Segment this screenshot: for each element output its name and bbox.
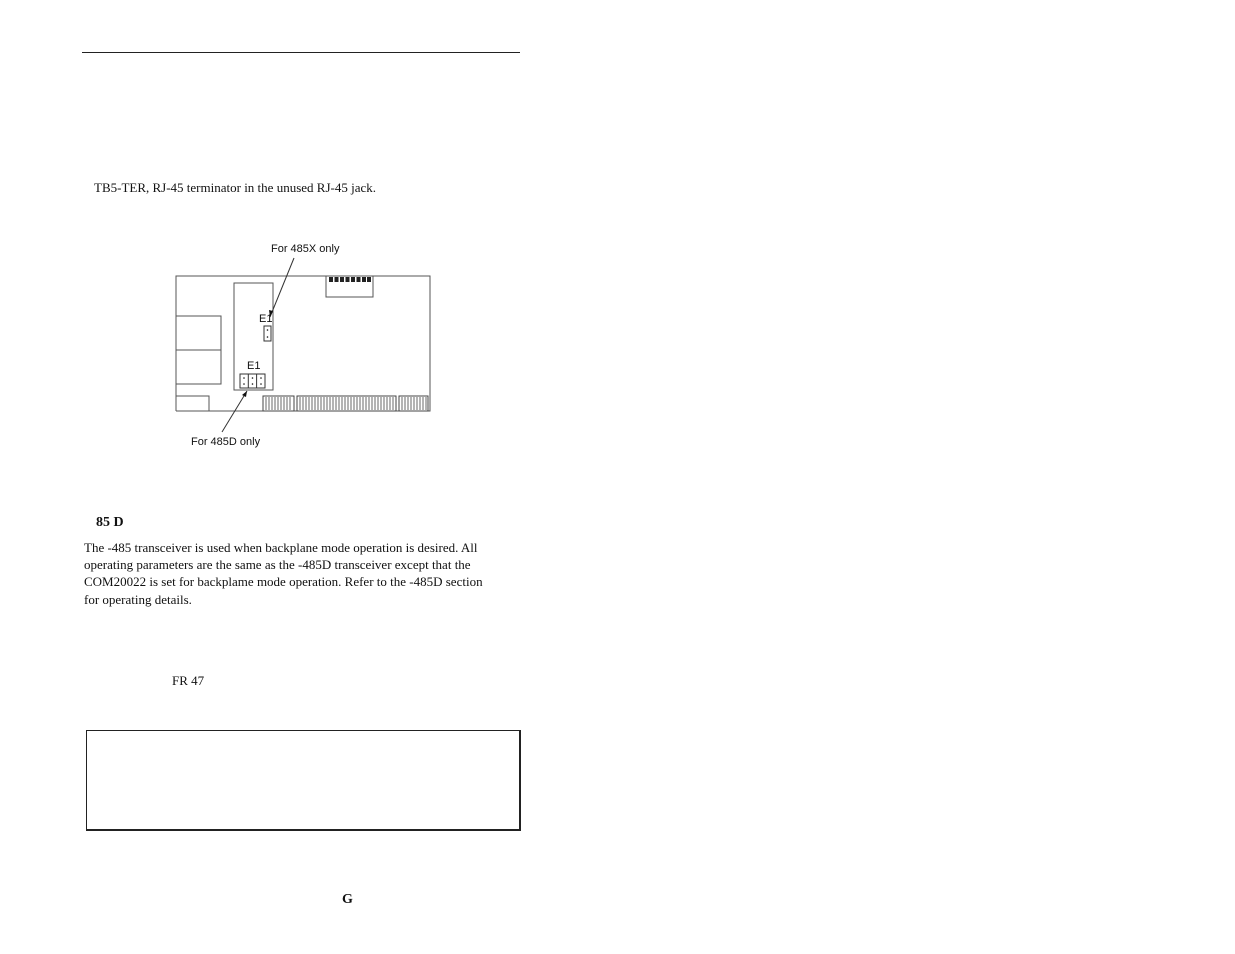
paragraph-line: The -485 transceiver is used when backplane mode operation is desired. All — [84, 540, 478, 555]
dip-switch-positions — [329, 277, 371, 282]
rj45-jack-upper — [176, 316, 221, 350]
paragraph-line: for operating details. — [84, 591, 192, 607]
label-e1-lower: E1 — [247, 360, 261, 372]
label-485d-only: For 485D only — [191, 436, 261, 448]
paragraph-line: COM20022 is set for backplame mode operation. Refer to the -485D section — [84, 574, 483, 590]
leader-485x — [270, 258, 294, 317]
rj45-jack-lower — [176, 350, 221, 384]
body-paragraph — [84, 539, 524, 608]
label-e1-upper: E1 — [259, 313, 273, 325]
page-footer-mark: G — [342, 892, 353, 907]
arrowhead-485d — [242, 391, 247, 397]
intro-text: TB5-TER, RJ-45 terminator in the unused RJ-45 jack. — [94, 180, 376, 195]
figure-reference: FR 47 — [172, 673, 205, 688]
note-box — [86, 730, 521, 831]
board-outline — [176, 276, 430, 411]
edge-connector-fingers — [266, 397, 426, 410]
label-485x-only: For 485X only — [271, 243, 340, 255]
paragraph-line: operating parameters are the same as the -485D transceiver except that the — [84, 557, 471, 573]
jumper-e1-upper — [264, 326, 271, 341]
jumper-e1-lower — [240, 374, 265, 388]
edge-connector — [263, 396, 428, 411]
section-heading: 85 D — [96, 515, 124, 530]
